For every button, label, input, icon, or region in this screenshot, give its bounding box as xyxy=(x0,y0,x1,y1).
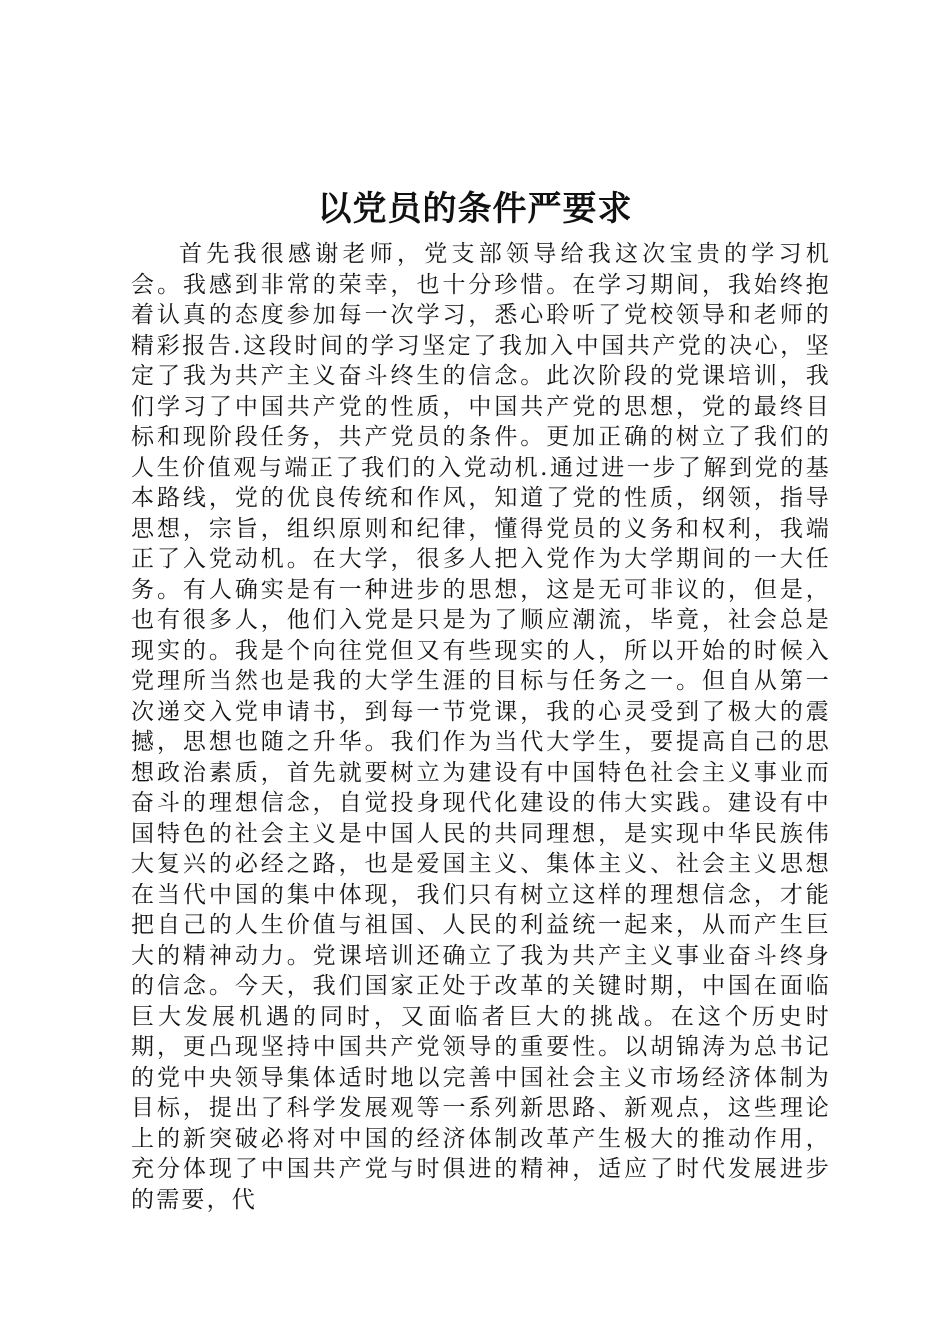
document-title: 以党员的条件严要求 xyxy=(317,189,633,229)
body-paragraph: 首先我很感谢老师，党支部领导给我这次宝贵的学习机会。我感到非常的荣幸，也十分珍惜。在学习期间，我始终抱着认真的态度参加每一次学习，悉心聆听了党校领导和老师的精彩报告.这段时间的学习坚定了我加入中国共产党的决心，坚定了我为共产主义奋斗终生的信念。此次阶段的党课培训，我们学习了中国共产党的性质，中国共产党的思想，党的最终目标和现阶段任务，共产党员的条件。更加正确的树立了我们的人生价值观与端正了我们的入党动机.通过进一步了解到党的基本路线，党的优良传统和作风，知道了党的性质，纲领，指导思想，宗旨，组织原则和纪律，懂得党员的义务和权利，我端正了入党动机。在大学，很多人把入党作为大学期间的一大任务。有人确实是有一种进步的思想，这是无可非议的，但是，也有很多人，他们入党是只是为了顺应潮流，毕竟，社会总是现实的。我是个向往党但又有些现实的人，所以开始的时候入党理所当然也是我的大学生涯的目标与任务之一。但自从第一次递交入党申请书，到每一节党课，我的心灵受到了极大的震撼，思想也随之升华。我们作为当代大学生，要提高自己的思想政治素质，首先就要树立为建设有中国特色社会主义事业而奋斗的理想信念，自觉投身现代化建设的伟大实践。建设有中国特色的社会主义是中国人民的共同理想，是实现中华民族伟大复兴的必经之路，也是爱国主义、集体主义、社会主义思想在当代中国的集中体现，我们只有树立这样的理想信念，才能把自己的人生价值与祖国、人民的利益统一起来，从而产生巨大的精神动力。党课培训还确立了我为共产主义事业奋斗终身的信念。今天，我们国家正处于改革的关键时期，中国在面临巨大发展机遇的同时，又面临者巨大的挑战。在这个历史时期，更凸现坚持中国共产党领导的重要性。以胡锦涛为总书记的党中央领导集体适时地以完善中国社会主义市场经济体制为目标，提出了科学发展观等一系列新思路、新观点，这些理论上的新突破必将对中国的经济体制改革产生极大的推动作用，充分体现了中国共产党与时俱进的精神，适应了时代发展进步的需要，代 xyxy=(131,241,831,1213)
